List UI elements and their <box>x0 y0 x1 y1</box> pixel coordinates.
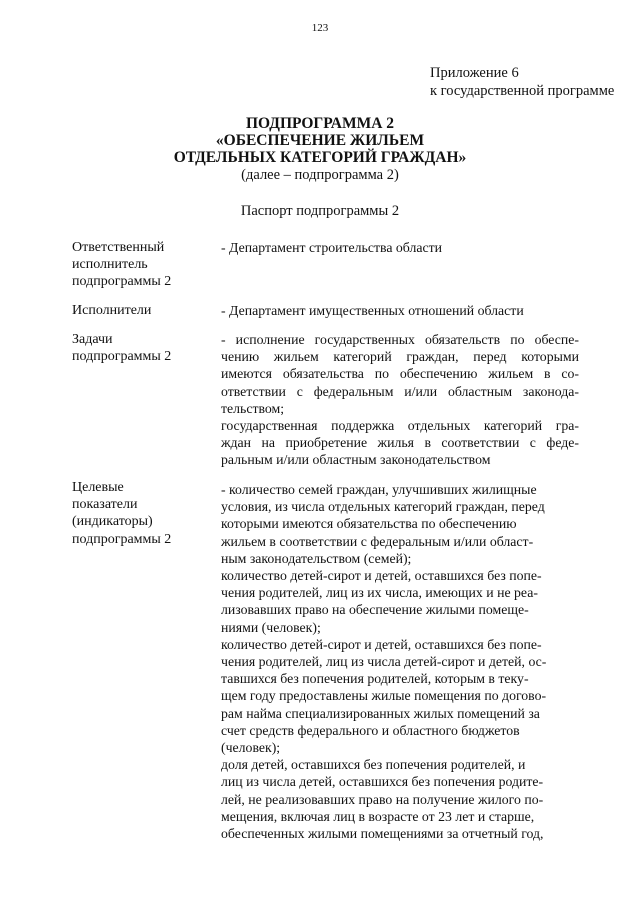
label-line: подпрограммы 2 <box>72 274 172 290</box>
text-line: лизовавших право на обеспечение жилыми помеще- <box>221 602 529 618</box>
label-line: подпрограммы 2 <box>72 349 172 365</box>
appendix-line-2: к государственной программе <box>430 83 615 99</box>
text-line: ральным и/или областным законодательством <box>221 452 491 468</box>
text-line: рам найма специализированных жилых помещений за <box>221 705 540 721</box>
label-line: исполнитель <box>72 257 148 273</box>
label-line: подпрограммы 2 <box>72 531 172 547</box>
row-label-target-indicators <box>72 479 171 548</box>
text-line: мещения, включая лиц в возрасте от 23 лет и старше, <box>221 808 535 824</box>
title-line-3: ОТДЕЛЬНЫХ КАТЕГОРИЙ ГРАЖДАН» <box>173 149 467 166</box>
text-line: государственная поддержка отдельных категорий гра- <box>221 418 579 434</box>
row-text-tasks <box>221 331 579 469</box>
subprogram-title <box>0 115 640 166</box>
label-line: (индикаторы) <box>72 514 153 530</box>
text-line: чению жильем категорий граждан, перед которыми <box>221 349 579 365</box>
label-line: Исполнители <box>72 303 152 318</box>
text-line: имеются обязательства по обеспечению жильем в со- <box>221 366 579 382</box>
text-line: тавшихся без попечения родителей, которым в теку- <box>221 671 529 687</box>
text-line: количество детей-сирот и детей, оставшихся без попе- <box>221 636 542 652</box>
text-line: доля детей, оставшихся без попечения родителей, и <box>221 757 526 773</box>
text-line: ответствии с федеральным и/или областным законода- <box>221 383 579 399</box>
appendix-note <box>430 64 614 100</box>
row-text-responsible-executor <box>221 239 579 256</box>
page-number: 123 <box>311 22 329 34</box>
text-line: лиц из числа детей, оставшихся без попечения родите- <box>221 774 544 790</box>
text-line: лей, не реализовавших право на получение жилого по- <box>221 791 544 807</box>
text-line: которыми имеются обязательства по обеспечению <box>221 516 517 532</box>
text-line: жильем в соответствии с федеральным и/или област- <box>221 533 534 549</box>
subtitle: (далее – подпрограмма 2) <box>241 167 399 183</box>
text-line: чения родителей, лиц из их числа, имеющих и не реа- <box>221 585 538 601</box>
passport-heading: Паспорт подпрограммы 2 <box>240 203 400 219</box>
text-line: - Департамент строительства области <box>221 240 443 255</box>
text-line: ждан на приобретение жилья в соответствии с феде- <box>221 435 579 451</box>
label-line: показатели <box>72 497 138 513</box>
text-line: счет средств федерального и областного бюджетов <box>221 722 520 738</box>
text-line: обеспеченных жилыми помещениями за отчетный год, <box>221 826 544 842</box>
title-line-1: ПОДПРОГРАММА 2 <box>245 115 395 132</box>
row-text-executors <box>221 302 579 319</box>
title-line-2: «ОБЕСПЕЧЕНИЕ ЖИЛЬЕМ <box>215 132 425 149</box>
text-line: щем году предоставлены жилые помещения по догово- <box>221 688 547 704</box>
row-label-tasks <box>72 331 171 365</box>
text-line: - Департамент имущественных отношений области <box>221 303 524 318</box>
row-text-target-indicators <box>221 481 579 842</box>
text-line: ным законодательством (семей); <box>221 550 412 566</box>
text-line: тельством; <box>221 400 285 416</box>
row-label-executors <box>72 302 151 319</box>
text-line: чения родителей, лиц из числа детей-сирот и детей, ос- <box>221 654 547 670</box>
row-label-responsible-executor <box>72 239 171 291</box>
text-line: - количество семей граждан, улучшивших жилищные <box>221 482 537 497</box>
text-line: - исполнение государственных обязательств по обеспе- <box>221 332 579 347</box>
label-line: Целевые <box>72 480 124 495</box>
label-line: Задачи <box>72 332 113 347</box>
text-line: количество детей-сирот и детей, оставшихся без попе- <box>221 568 542 584</box>
text-line: (человек); <box>221 740 281 756</box>
text-line: ниями (человек); <box>221 619 321 635</box>
appendix-line-1: Приложение 6 <box>430 65 519 81</box>
label-line: Ответственный <box>72 240 165 255</box>
text-line: условия, из числа отдельных категорий граждан, перед <box>221 499 545 515</box>
